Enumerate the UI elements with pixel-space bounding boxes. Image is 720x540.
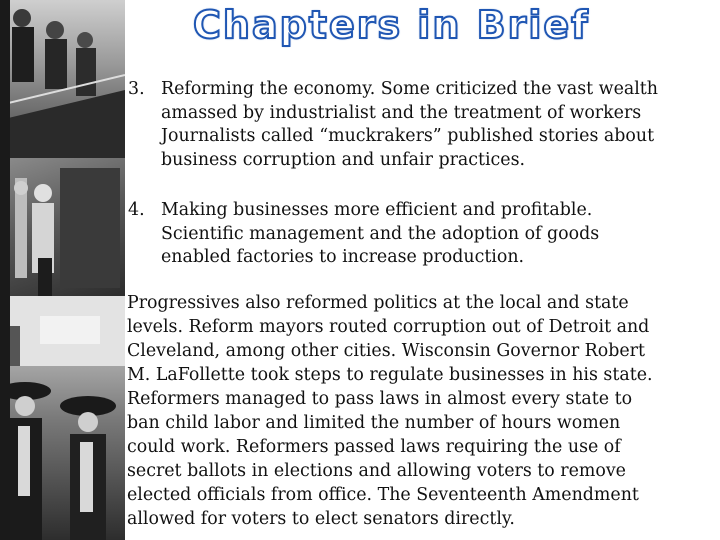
suffragist-women-photo <box>0 296 125 540</box>
text-line: Cleveland, among other cities. Wisconsin Governor Robert <box>127 341 645 361</box>
slide-title: Chapters in Brief <box>193 3 590 47</box>
text-line: Scientific management and the adoption of goods <box>161 223 600 244</box>
text-line: levels. Reform mayors routed corruption out of Detroit and <box>127 317 650 337</box>
list-item-text <box>161 199 599 270</box>
list-item-text <box>161 78 658 172</box>
text-line: Making businesses more efficient and profitable. <box>161 200 593 220</box>
text-line: Reforming the economy. Some criticized the vast wealth <box>161 79 658 99</box>
photo-frame-border <box>0 0 10 540</box>
text-panel <box>125 60 720 540</box>
text-line: enabled factories to increase production. <box>161 247 525 267</box>
summary-paragraph <box>127 291 720 531</box>
text-line: M. LaFollette took steps to regulate businesses in his state. <box>127 365 653 385</box>
list-item-number: 4. <box>128 200 145 220</box>
text-line: ban child labor and limited the number of hours women <box>127 413 621 433</box>
text-line: Progressives also reformed politics at the local and state <box>127 293 629 313</box>
text-line: secret ballots in elections and allowing voters to remove <box>127 461 626 481</box>
list-item-number: 3. <box>128 79 145 99</box>
text-line: business corruption and unfair practices. <box>161 149 526 170</box>
text-line: amassed by industrialist and the treatment of workers <box>161 102 642 123</box>
text-line: could work. Reformers passed laws requiring the use of <box>127 437 621 457</box>
text-line: allowed for voters to elect senators directly. <box>127 509 515 529</box>
text-line: elected officials from office. The Seventeenth Amendment <box>127 485 639 505</box>
child-labor-factory-photo <box>0 158 125 296</box>
text-line: Journalists called “muckrakers” published stories about <box>161 126 655 146</box>
men-on-ship-photo <box>0 0 125 158</box>
historical-photo-collage <box>0 0 125 540</box>
text-line: Reformers managed to pass laws in almost every state to <box>127 389 633 409</box>
